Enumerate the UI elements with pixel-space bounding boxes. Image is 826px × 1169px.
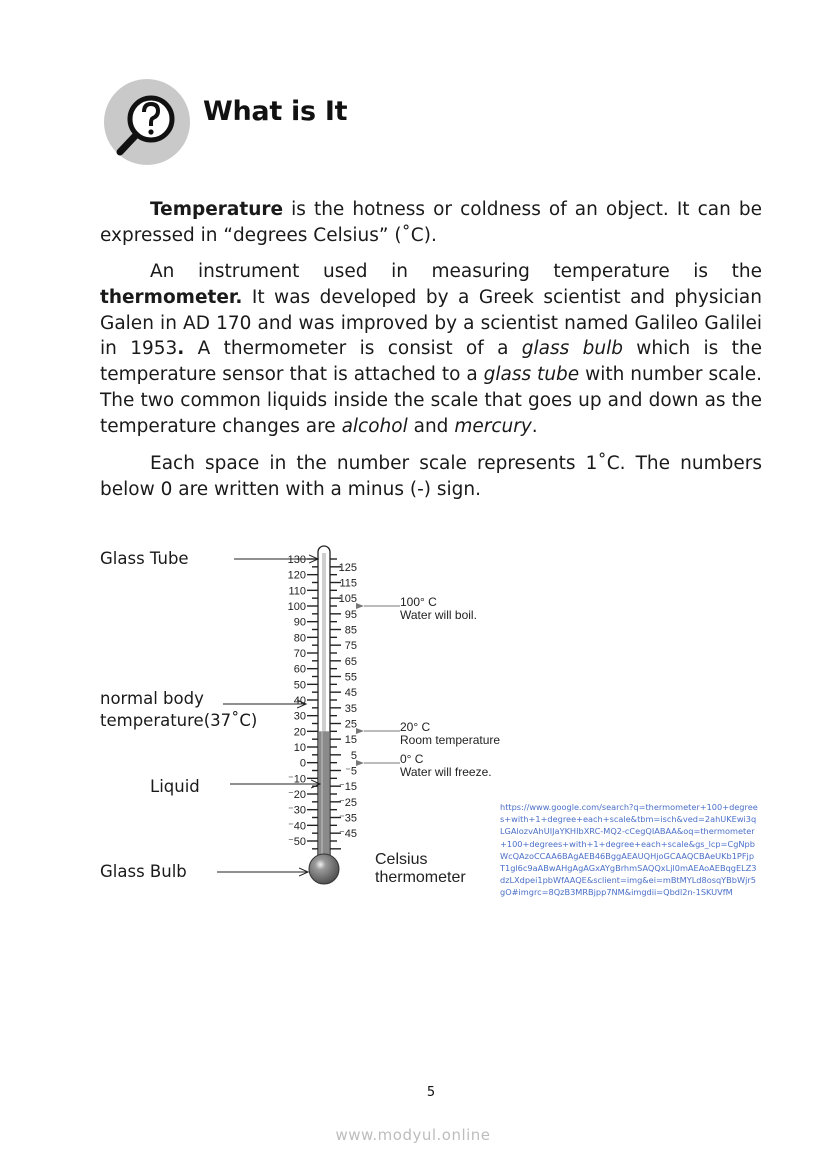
term-temperature: Temperature [150,199,284,220]
left-scale-label: 100 [287,601,306,613]
right-scale-label: ⁻45 [338,828,357,841]
image-source-link[interactable]: https://www.google.com/search?q=thermometer+100+degrees+with+1+degree+each+scale&tbm=isch&ved=2ahUKEwi3qLGAlozvAhUIJaYKHIbXRC-MQ2-cCegQIABAA&oq=thermometer+100+degrees+with+1+degree+each+scale&gs_lcp=CgNpbWcQAzoCCAA6BAgAEB46BggAEAUQHjoGCAAQCBAeUKb1PFjpT1gl6c9aABwAHgAgAGxAYgBrhmSAQQxLjl0mAEAoAEBqgELZ3dzLXdpei1pbWfAAQE&sclient=img&ei=mBtMYLd8osqYBbWjr5gO#imgrc=8QzB3MRBjpp7NM&imgdii=Qbdl2n-1SKUVfM [500,802,758,898]
term-mercury: mercury [454,415,532,437]
left-scale-label: 90 [293,616,306,629]
right-scale-label: 95 [344,608,357,621]
left-scale-label: 0 [299,757,306,770]
left-scale-label: 110 [288,585,306,598]
right-scale-numbers [339,562,357,840]
watermark: www.modyul.online [335,1126,491,1144]
left-scale-label: 70 [293,648,306,660]
paragraph-thermometer-description: An instrument used in measuring temperature is the thermometer. It was developed by a Greek scientist and physician Galen in AD 170 and was improved by a scientist named Galileo Galilei in 1953. A thermometer is consist of a glass bulb which is the temperature sensor that is attached to a glass tube with number scale. The two common liquids inside the scale that goes up and down as the temperature changes are alcohol and mercury. [100,261,762,437]
label-glass-bulb: Glass Bulb [100,862,187,881]
left-scale-label: 120 [287,569,306,582]
page-number: 5 [426,1085,436,1100]
left-scale-label: 20 [293,726,306,739]
annotation-freezing: 0° C Water will freeze. [400,752,492,779]
right-scale-label: 35 [344,702,357,715]
glass-bulb [309,854,339,884]
left-scale-label: 130 [287,554,306,566]
left-scale-numbers [288,554,306,848]
page-title: What is It [203,96,348,127]
right-scale-label: 75 [344,640,357,653]
right-scale-label: 125 [338,561,357,574]
left-scale-label: 40 [293,695,306,707]
left-scale-label: ⁻30 [287,804,306,817]
right-scale-label: 85 [344,624,357,637]
right-scale-label: ⁻35 [338,812,357,825]
right-scale-label: ⁻15 [338,781,357,794]
right-scale-label: 5 [350,749,357,762]
term-thermometer: thermometer. [100,286,243,308]
right-scale-label: 105 [338,593,357,606]
label-glass-tube: Glass Tube [100,549,189,568]
label-normal-body-line2: temperature(37˚C) [100,711,258,730]
paragraph-temperature-definition: Temperature is the hotness or coldness of an object. It can be expressed in “degrees Celsius” (˚C). [100,199,762,246]
term-glass-bulb: glass bulb [521,338,623,360]
right-scale-label: 45 [344,687,357,700]
label-normal-body-line1: normal body [100,689,204,708]
annotation-boiling: 100° C Water will boil. [400,595,477,622]
left-scale-label: ⁻40 [287,820,306,833]
left-scale-label: ⁻20 [287,789,306,801]
term-alcohol: alcohol [341,415,408,437]
right-scale-label: 65 [344,655,357,668]
right-scale-label: 15 [344,734,357,747]
diagram-caption: Celsius thermometer [375,851,466,886]
annotation-room-temperature: 20° C Room temperature [400,720,501,747]
right-scale-label: 115 [339,577,357,590]
label-liquid: Liquid [150,777,200,796]
left-scale-label: 10 [293,742,306,754]
left-scale-label: 60 [293,663,306,676]
paragraph-scale-explanation: Each space in the number scale represents 1˚C. The numbers below 0 are written with a minus (-) sign. [100,453,762,500]
liquid-column [319,731,329,862]
left-scale-label: ⁻50 [287,836,306,848]
right-scale-label: 25 [344,718,357,731]
left-scale-label: 80 [293,632,306,645]
term-glass-tube: glass tube [483,364,580,386]
left-scale-label: 30 [293,710,306,723]
right-scale-label: 55 [344,671,357,684]
right-scale-label: ⁻5 [345,765,357,778]
left-scale-label: 50 [293,679,306,692]
right-scale-label: ⁻25 [338,796,357,809]
left-scale-label: ⁻10 [287,773,306,786]
